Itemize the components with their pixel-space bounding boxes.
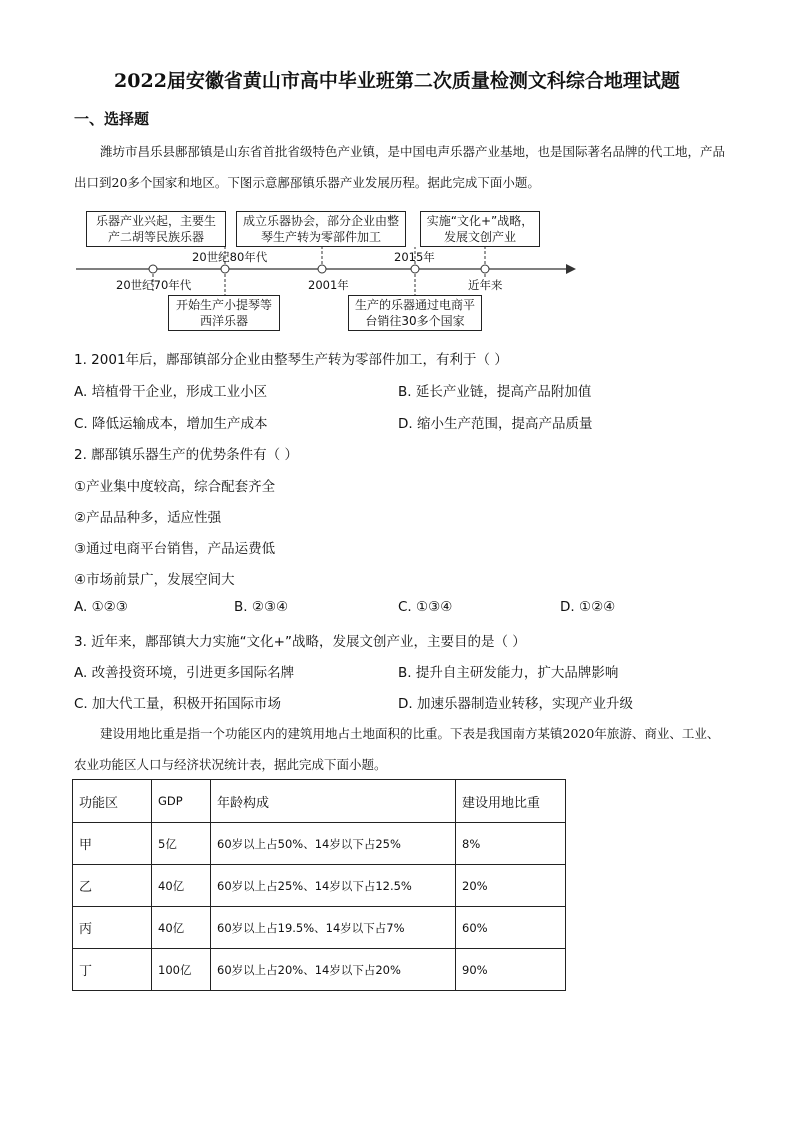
question-1-stem: 1. 2001年后，鄌郚镇部分企业由整琴生产转为零部件加工，有利于（ ） [74, 352, 508, 368]
timeline-label-2015: 2015年 [394, 250, 435, 264]
timeline-label-1970s: 20世纪70年代 [116, 278, 192, 292]
q2-statement-4: ④市场前景广，发展空间大 [74, 572, 235, 588]
q2-option-a: A. ①②③ [74, 599, 128, 615]
timeline-event-5: 实施“文化+”战略，发展文创产业 [420, 211, 540, 247]
cell-zone: 丁 [73, 949, 152, 991]
table-row [73, 949, 566, 991]
timeline-event-4: 生产的乐器通过电商平台销往30多个国家 [348, 295, 482, 331]
cell-land-ratio: 20% [456, 865, 566, 907]
cell-gdp: 40亿 [152, 865, 211, 907]
header-age: 年龄构成 [211, 780, 456, 823]
cell-land-ratio: 60% [456, 907, 566, 949]
timeline-event-3: 成立乐器协会，部分企业由整琴生产转为零部件加工 [236, 211, 406, 247]
passage-intro: 潍坊市昌乐县鄌郚镇是山东省首批省级特色产业镇，是中国电声乐器产业基地，也是国际著名品牌的代工地，产品出口到20多个国家和地区。下图示意鄌郚镇乐器产业发展历程。据此完成下面小题。 [74, 144, 726, 190]
cell-gdp: 40亿 [152, 907, 211, 949]
cell-age: 60岁以上占25%、14岁以下占12.5% [211, 865, 456, 907]
cell-gdp: 5亿 [152, 823, 211, 865]
cell-land-ratio: 90% [456, 949, 566, 991]
header-gdp: GDP [152, 780, 211, 823]
timeline-label-2001: 2001年 [308, 278, 349, 292]
timeline-label-1980s: 20世纪80年代 [192, 250, 268, 264]
q3-option-c: C. 加大代工量，积极开拓国际市场 [74, 696, 282, 712]
q2-option-b: B. ②③④ [234, 599, 289, 615]
timeline-event-2: 开始生产小提琴等西洋乐器 [168, 295, 280, 331]
timeline-event-1: 乐器产业兴起，主要生产二胡等民族乐器 [86, 211, 226, 247]
cell-gdp: 100亿 [152, 949, 211, 991]
passage-intro-2: 建设用地比重是指一个功能区内的建筑用地占土地面积的比重。下表是我国南方某镇2020年旅游、商业、工业、农业功能区人口与经济状况统计表，据此完成下面小题。 [74, 726, 720, 772]
cell-zone: 乙 [73, 865, 152, 907]
q1-option-a: A. 培植骨干企业，形成工业小区 [74, 384, 268, 400]
q2-statement-2: ②产品品种多，适应性强 [74, 510, 222, 526]
timeline-node [411, 265, 419, 273]
q3-option-a: A. 改善投资环境，引进更多国际名牌 [74, 665, 295, 681]
header-zone: 功能区 [73, 780, 152, 823]
cell-land-ratio: 8% [456, 823, 566, 865]
q2-statement-3: ③通过电商平台销售，产品运费低 [74, 541, 276, 557]
timeline-node [221, 265, 229, 273]
timeline-node [149, 265, 157, 273]
header-land-ratio: 建设用地比重 [456, 780, 566, 823]
table-row [73, 823, 566, 865]
q1-option-b: B. 延长产业链，提高产品附加值 [398, 384, 592, 400]
cell-age: 60岁以上占19.5%、14岁以下占7% [211, 907, 456, 949]
cell-zone: 甲 [73, 823, 152, 865]
table-row [73, 907, 566, 949]
q1-option-d: D. 缩小生产范围，提高产品质量 [398, 416, 593, 432]
arrow-head-icon [566, 264, 576, 274]
question-3-stem: 3. 近年来，鄌郚镇大力实施“文化+”战略，发展文创产业，主要目的是（ ） [74, 634, 526, 650]
q2-option-d: D. ①②④ [560, 599, 616, 615]
timeline-node [318, 265, 326, 273]
q3-option-d: D. 加速乐器制造业转移，实现产业升级 [398, 696, 633, 712]
section-heading: 一、选择题 [74, 110, 150, 128]
cell-zone: 丙 [73, 907, 152, 949]
cell-age: 60岁以上占20%、14岁以下占20% [211, 949, 456, 991]
paper-title: 2022届安徽省黄山市高中毕业班第二次质量检测文科综合地理试题 [114, 70, 680, 92]
table-row [73, 865, 566, 907]
timeline-diagram [70, 205, 580, 337]
q2-option-c: C. ①③④ [398, 599, 453, 615]
q1-option-c: C. 降低运输成本，增加生产成本 [74, 416, 268, 432]
statistics-table [72, 779, 566, 991]
timeline-node [481, 265, 489, 273]
timeline-label-recent: 近年来 [468, 278, 503, 292]
q3-option-b: B. 提升自主研发能力，扩大品牌影响 [398, 665, 619, 681]
table-header-row [73, 780, 566, 823]
q2-statement-1: ①产业集中度较高，综合配套齐全 [74, 479, 276, 495]
question-2-stem: 2. 鄌郚镇乐器生产的优势条件有（ ） [74, 447, 298, 463]
cell-age: 60岁以上占50%、14岁以下占25% [211, 823, 456, 865]
